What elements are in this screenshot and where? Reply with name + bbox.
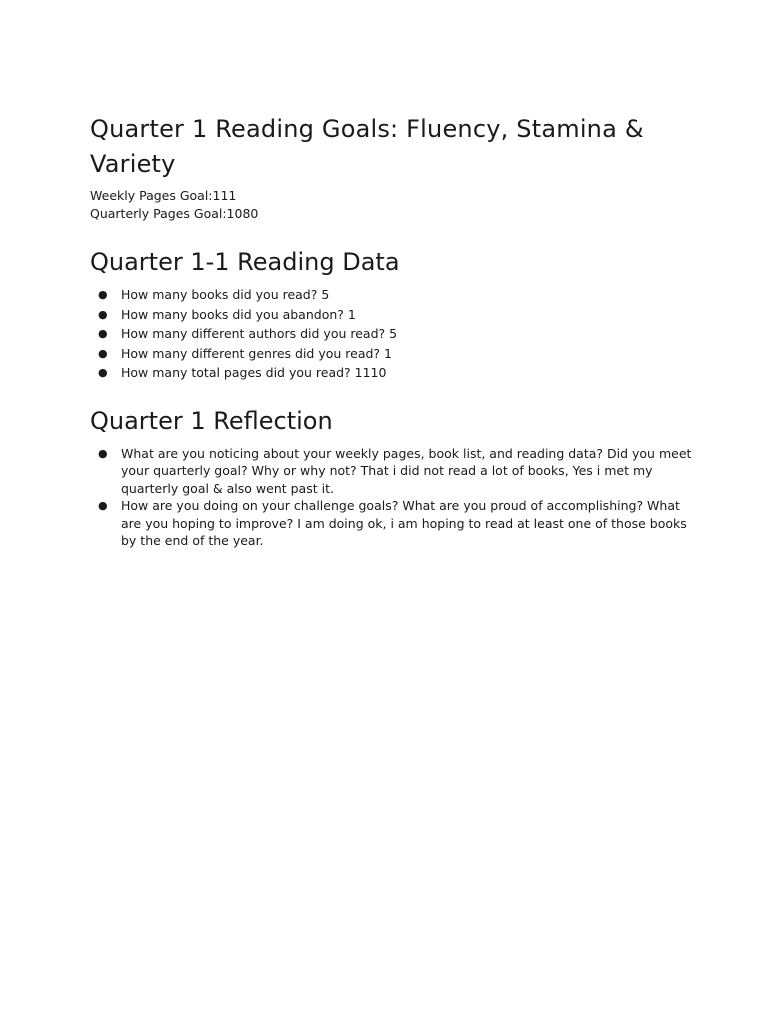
- goals-block: [90, 187, 700, 223]
- list-item: [90, 325, 700, 343]
- list-item-text: How are you doing on your challenge goals? What are you proud of accomplishing? What are you hoping to improve? I am doing ok, i am hoping to read at least one of those books by the end of the year.: [121, 498, 687, 548]
- bullet-icon: ●: [98, 346, 108, 360]
- page-title: Quarter 1 Reading Goals: Fluency, Stamina & Variety: [90, 115, 644, 178]
- list-item: [90, 497, 700, 550]
- list-item-text: How many different authors did you read? 5: [121, 326, 398, 341]
- list-item: [90, 345, 700, 363]
- weekly-pages-goal: Weekly Pages Goal:111: [90, 188, 237, 203]
- reading-data-section: [90, 246, 700, 382]
- document-content: [90, 112, 700, 550]
- bullet-icon: ●: [98, 288, 108, 301]
- bullet-icon: ●: [98, 366, 108, 379]
- list-item: [90, 286, 700, 304]
- bullet-icon: ●: [98, 499, 108, 512]
- list-item: [90, 306, 700, 324]
- reflection-section: [90, 405, 700, 550]
- quarterly-pages-goal: Quarterly Pages Goal:1080: [90, 206, 259, 221]
- reading-data-heading: Quarter 1-1 Reading Data: [90, 248, 400, 276]
- list-item-text: How many books did you read? 5: [121, 287, 330, 302]
- bullet-icon: ●: [98, 307, 108, 321]
- list-item: [90, 364, 700, 382]
- list-item-text: How many different genres did you read? 1: [121, 345, 392, 361]
- bullet-icon: ●: [98, 446, 108, 460]
- list-item-text: What are you noticing about your weekly pages, book list, and reading data? Did you meet your quarterly goal? Why or why not? That i did not read a lot of books, Yes i met my quarterly goal & also went past it.: [121, 445, 692, 496]
- list-item-text: How many books did you abandon? 1: [121, 306, 356, 322]
- reading-data-list: [90, 286, 700, 382]
- list-item: [90, 445, 700, 498]
- bullet-icon: ●: [98, 327, 108, 340]
- reflection-list: [90, 445, 700, 550]
- list-item-text: How many total pages did you read? 1110: [121, 365, 387, 380]
- reflection-heading: Quarter 1 Reflection: [90, 406, 333, 435]
